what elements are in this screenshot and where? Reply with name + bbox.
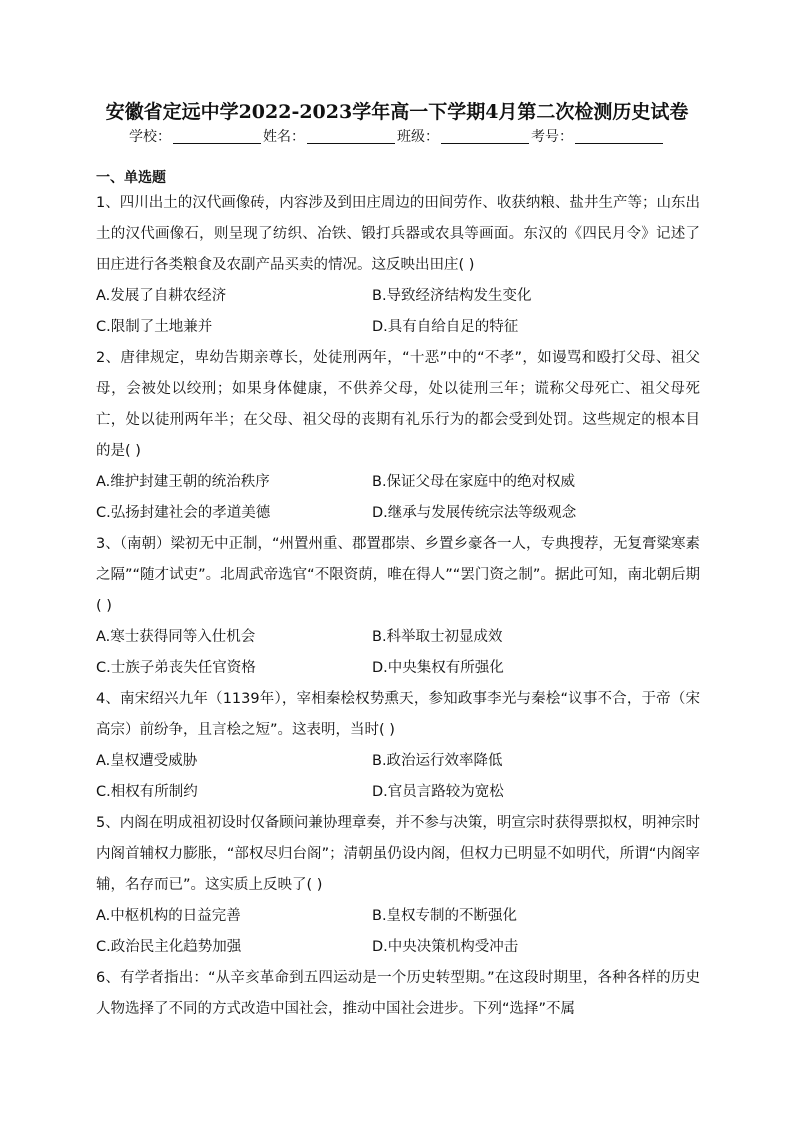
number-field [531, 126, 665, 146]
option-c[interactable]: C.限制了土地兼并 [96, 319, 213, 335]
page-title: 安徽省定远中学2022-2023学年高一下学期4月第二次检测历史试卷 [105, 101, 689, 123]
class-label: 班级： [397, 129, 439, 145]
school-field [129, 126, 263, 146]
option-b[interactable]: B.保证父母在家庭中的绝对权威 [372, 474, 576, 490]
student-info-line [0, 126, 794, 146]
name-blank[interactable] [307, 129, 395, 144]
option-c[interactable]: C.政治民主化趋势加强 [96, 939, 242, 955]
option-d[interactable]: D.继承与发展传统宗法等级观念 [372, 505, 577, 521]
section-title: 一、单选题 [96, 170, 166, 186]
option-list [96, 281, 700, 343]
number-label: 考号： [531, 129, 573, 145]
option-b[interactable]: B.导致经济结构发生变化 [372, 288, 532, 304]
option-d[interactable]: D.官员言路较为宽松 [372, 784, 504, 800]
question-text: 2、唐律规定，卑幼告期亲尊长，处徒刑两年，“十恶”中的“不孝”，如谩骂和殴打父母、祖父母，会被处以绞刑；如果身体健康，不供养父母，处以徒刑三年；谎称父母死亡、祖父母死亡，处以徒刑两年半；在父母、祖父母的丧期有礼乐行为的都会受到处罚。这些规定的根本目的是( ) [96, 350, 700, 459]
option-d[interactable]: D.中央集权有所强化 [372, 660, 504, 676]
option-list [96, 901, 700, 963]
class-field [397, 126, 531, 146]
option-list [96, 622, 700, 684]
question-2 [96, 343, 700, 529]
question-text: 5、内阁在明成祖初设时仅备顾问兼协理章奏，并不参与决策，明宣宗时获得票拟权，明神宗时内阁首辅权力膨胀，“部权尽归台阁”；清朝虽仍设内阁，但权力已明显不如明代，所谓“内阁宰辅，名存而已”。这实质上反映了( ) [96, 815, 700, 893]
question-text: 6、有学者指出：“从辛亥革命到五四运动是一个历史转型期。”在这段时期里，各种各样的历史人物选择了不同的方式改造中国社会，推动中国社会进步。下列“选择”不属 [96, 970, 700, 1017]
school-blank[interactable] [173, 129, 261, 144]
option-a[interactable]: A.发展了自耕农经济 [96, 288, 227, 304]
school-label: 学校： [129, 129, 171, 145]
option-list [96, 467, 700, 529]
option-b[interactable]: B.科举取士初显成效 [372, 629, 503, 645]
class-blank[interactable] [441, 129, 529, 144]
option-a[interactable]: A.皇权遭受威胁 [96, 753, 198, 769]
option-d[interactable]: D.具有自给自足的特征 [372, 319, 519, 335]
question-text: 4、南宋绍兴九年（1139年），宰相秦桧权势熏天，参知政事李光与秦桧“议事不合，于帝（宋高宗）前纷争，且言桧之短”。这表明，当时( ) [96, 691, 700, 738]
question-list [96, 188, 700, 1025]
question-1 [96, 188, 700, 343]
name-field [263, 126, 397, 146]
question-4 [96, 684, 700, 808]
question-5 [96, 808, 700, 963]
option-c[interactable]: C.弘扬封建社会的孝道美德 [96, 505, 271, 521]
question-text: 3、（南朝）梁初无中正制，“州置州重、郡置郡崇、乡置乡豪各一人，专典搜荐，无复膏粱寒素之隔”“随才试吏”。北周武帝选官“不限资荫，唯在得人”“罢门资之制”。据此可知，南北朝后期( ) [96, 536, 700, 614]
question-text: 1、四川出土的汉代画像砖，内容涉及到田庄周边的田间劳作、收获纳粮、盐井生产等；山东出土的汉代画像石，则呈现了纺织、冶铁、锻打兵器或农具等画面。东汉的《四民月令》记述了田庄进行各类粮食及农副产品买卖的情况。这反映出田庄( ) [96, 195, 700, 273]
option-a[interactable]: A.维护封建王朝的统治秩序 [96, 474, 270, 490]
option-a[interactable]: A.中枢机构的日益完善 [96, 908, 241, 924]
question-6 [96, 963, 700, 1025]
option-c[interactable]: C.相权有所制约 [96, 784, 198, 800]
option-b[interactable]: B.皇权专制的不断强化 [372, 908, 518, 924]
option-b[interactable]: B.政治运行效率降低 [372, 753, 503, 769]
option-c[interactable]: C.士族子弟丧失任官资格 [96, 660, 256, 676]
number-blank[interactable] [575, 129, 663, 144]
question-3 [96, 529, 700, 684]
option-a[interactable]: A.寒士获得同等入仕机会 [96, 629, 256, 645]
option-d[interactable]: D.中央决策机构受冲击 [372, 939, 519, 955]
name-label: 姓名： [263, 129, 305, 145]
option-list [96, 746, 700, 808]
